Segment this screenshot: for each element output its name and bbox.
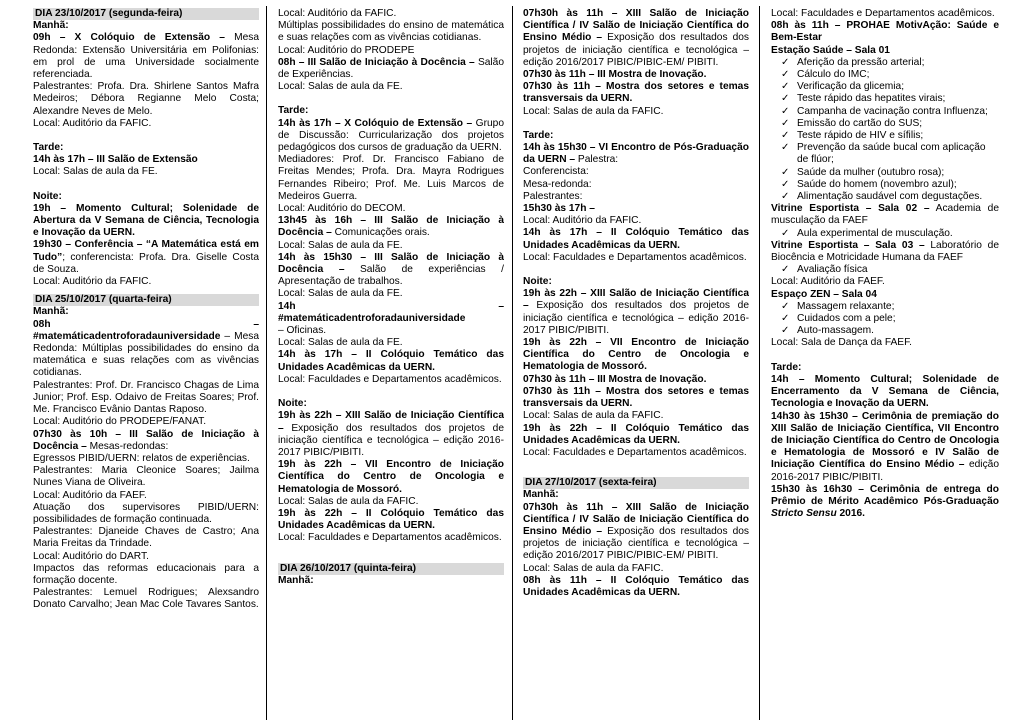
checklist-item: ✓ Saúde do homem (novembro azul);: [781, 179, 999, 191]
period-label: Noite:: [523, 276, 552, 288]
period-label: Manhã:: [33, 306, 69, 318]
event-location: Local: Auditório da FAEF.: [33, 489, 147, 501]
checklist-sala03: [771, 264, 999, 276]
checklist-item: ✓ Avaliação física: [781, 264, 999, 276]
checklist-sala02: [771, 228, 999, 240]
text-line: Mesa-redonda:: [523, 178, 592, 190]
event-item: 13h45 às 16h – III Salão de Iniciação à Docência – Comunicações orais.: [278, 215, 504, 239]
speakers: Palestrantes: Djaneide Chaves de Castro; Ana Maria Freitas da Trindade.: [33, 526, 259, 550]
day-header: DIA 25/10/2017 (quarta-feira): [33, 294, 259, 306]
column-divider: [759, 6, 760, 720]
event-item: 14h às 15h30 – VI Encontro de Pós-Graduação da UERN – Palestra:: [523, 142, 749, 166]
event-item: #matemáticadentroforadauniversidade – Mesa Redonda: Múltiplas possibilidades do ensino da matemática e suas relações com as vivências cotidianas.: [33, 330, 259, 379]
checklist-item: ✓ Aferição da pressão arterial;: [781, 57, 999, 69]
checklist-sala04: [771, 301, 999, 338]
event-location: Local: Salas de aula da FAFIC.: [523, 105, 664, 117]
event-item: 14h30 às 15h30 – Cerimônia de premiação do XIII Salão de Iniciação Científica, VII Encontro de Iniciação Científica do Centro de Oncologia e Hematologia de Mossoró e IV Salão de Iniciação Científica do Ensino Médio – edição 2016-2017 PIBIC/PIBITI.: [771, 410, 999, 483]
checklist-item: ✓ Cuidados com a pele;: [781, 313, 999, 325]
event-item: 08h às 11h – II Colóquio Temático das Unidades Acadêmicas da UERN.: [523, 574, 749, 598]
event-location: Local: Salas de aula da FE.: [278, 288, 403, 300]
text-line: Egressos PIBID/UERN: relatos de experiências.: [33, 452, 250, 464]
event-item: 07h30 às 11h – III Mostra de Inovação.: [523, 69, 707, 81]
event-item: 19h às 22h – II Colóquio Temático das Unidades Acadêmicas da UERN.: [278, 507, 504, 532]
column-divider: [512, 6, 513, 720]
event-item: 07h30 às 10h – III Salão de Iniciação à Docência – Mesas-redondas:: [33, 428, 259, 452]
event-location: Local: Faculdades e Departamentos acadêmicos.: [523, 446, 747, 458]
day-header: DIA 23/10/2017 (segunda-feira): [33, 8, 259, 20]
event-location: Local: Faculdades e Departamentos acadêmicos.: [278, 373, 502, 385]
event-item: 19h – Momento Cultural; Solenidade de Abertura da V Semana de Ciência, Tecnologia e Inovação da UERN.: [33, 202, 259, 239]
event-item: 14h às 17h – III Salão de Extensão: [33, 154, 198, 166]
checklist-item: ✓ Teste rápido das hepatites virais;: [781, 93, 999, 105]
speakers: Palestrantes: Profa. Dra. Shirlene Santos Mafra Medeiros; Débora Regianne Melo Costa; Alexandre Neves de Melo.: [33, 81, 259, 117]
speakers: Palestrantes: Prof. Dr. Francisco Chagas de Lima Junior; Prof. Esp. Odaivo de Freitas Soares; Prof. Me. Francisco Evânio Dantas Raposo.: [33, 379, 259, 416]
text-line: Impactos das reformas educacionais para a formação docente.: [33, 562, 259, 586]
column-4: [771, 8, 999, 720]
event-item: 14h –: [278, 300, 504, 312]
column-2: [278, 8, 504, 720]
column-3: [523, 8, 749, 720]
event-location: Local: Auditório do PRODEPE: [278, 44, 415, 56]
event-item: 19h às 22h – XIII Salão de Iniciação Científica – Exposição dos resultados dos projetos de iniciação científica e tecnológica – edição 2016-2017 PIBIC/PIBITI.: [278, 410, 504, 458]
event-location: Local: Auditório da FAFIC.: [33, 117, 152, 129]
period-label: Tarde:: [523, 129, 554, 141]
event-item: 19h às 22h – XIII Salão de Iniciação Científica – Exposição dos resultados dos projetos de iniciação científica e tecnológica – edição 2016-2017 PIBIC/PIBITI.: [523, 288, 749, 336]
event-item: 15h30 às 16h30 – Cerimônia de entrega do Prêmio de Mérito Acadêmico Pós-Graduação Stricto Sensu 2016.: [771, 483, 999, 520]
event-location: Local: Auditório do DART.: [33, 550, 149, 562]
checklist-item: ✓ Saúde da mulher (outubro rosa);: [781, 167, 999, 179]
checklist-saude: [771, 57, 999, 203]
event-item: Vitrine Esportista – Sala 02 – Academia de musculação da FAEF: [771, 203, 999, 227]
event-location: Local: Salas de aula da FAFIC.: [523, 410, 664, 422]
event-location: Local: Salas de aula da FAFIC.: [523, 562, 664, 574]
checklist-item: ✓ Teste rápido de HIV e sífilis;: [781, 130, 999, 142]
speakers: Palestrantes: Lemuel Rodrigues; Alexsandro Donato Carvalho; Jean Mac Cole Tavares Santos.: [33, 587, 259, 611]
section-label: Estação Saúde – Sala 01: [771, 44, 890, 56]
checklist-item: ✓ Massagem relaxante;: [781, 301, 999, 313]
text-line: – Oficinas.: [278, 325, 327, 337]
event-item: 07h30 às 11h – Mostra dos setores e temas transversais da UERN.: [523, 385, 749, 410]
checklist-item: ✓ Emissão do cartão do SUS;: [781, 118, 999, 130]
event-item: 19h às 22h – VII Encontro de Iniciação Científica do Centro de Oncologia e Hematologia de Mossoró.: [523, 337, 749, 373]
event-item: 14h às 15h30 – III Salão de Iniciação à Docência – Salão de experiências / Apresentação de trabalhos.: [278, 251, 504, 288]
checklist-item: ✓ Alimentação saudável com degustações.: [781, 191, 999, 203]
event-item: 19h30 – Conferência – “A Matemática está em Tudo”; conferencista: Profa. Dra. Giselle Costa de Souza.: [33, 239, 259, 275]
event-location: Local: Salas de aula da FE.: [278, 337, 403, 349]
column-divider: [266, 6, 267, 720]
event-item: 07h30 às 11h – III Mostra de Inovação.: [523, 373, 707, 385]
day-header: DIA 26/10/2017 (quinta-feira): [278, 563, 504, 575]
checklist-item: ✓ Prevenção da saúde bucal com aplicação de flúor;: [781, 142, 999, 166]
text-line: Palestrantes:: [523, 190, 583, 202]
event-item: 08h –: [33, 318, 259, 330]
mediators: Mediadores: Prof. Dr. Francisco Fabiano de Freitas Mendes; Profa. Dra. Mayra Rodrigues Fernandes Ribeiro; Prof. Me. Luis Marcos de Medeiros Guerra.: [278, 154, 504, 202]
day-header: DIA 27/10/2017 (sexta-feira): [523, 477, 749, 489]
checklist-item: ✓ Auto-massagem.: [781, 325, 999, 337]
period-label: Noite:: [278, 398, 307, 410]
event-location: Local: Faculdades e Departamentos acadêmicos.: [278, 532, 502, 544]
checklist-item: ✓ Campanha de vacinação contra Influenza;: [781, 106, 999, 118]
event-location: Local: Faculdades e Departamentos acadêmicos.: [523, 251, 747, 263]
event-location: Local: Salas de aula da FE.: [278, 239, 403, 251]
period-label: Manhã:: [33, 20, 69, 32]
event-location: Local: Auditório da FAFIC.: [33, 276, 152, 288]
checklist-item: ✓ Aula experimental de musculação.: [781, 228, 999, 240]
period-label: Noite:: [33, 190, 62, 202]
event-location: Local: Auditório da FAEF.: [771, 276, 885, 288]
period-label: Tarde:: [771, 361, 802, 373]
period-label: Tarde:: [278, 105, 309, 117]
text-line: Múltiplas possibilidades do ensino de matemática e suas relações com as vivências cotidianas.: [278, 20, 504, 44]
column-1: [33, 8, 259, 720]
event-item: 19h às 22h – VII Encontro de Iniciação Científica do Centro de Oncologia e Hematologia de Mossoró.: [278, 459, 504, 495]
event-item: 14h às 17h – II Colóquio Temático das Unidades Acadêmicas da UERN.: [523, 227, 749, 251]
event-item: 14h às 17h – II Colóquio Temático das Unidades Acadêmicas da UERN.: [278, 349, 504, 373]
event-item: 09h – X Colóquio de Extensão – Mesa Redonda: Extensão Universitária em Polifonias: em prol de uma Universidade socialmente referenciada.: [33, 32, 259, 81]
checklist-item: ✓ Verificação da glicemia;: [781, 81, 999, 93]
checklist-item: ✓ Cálculo do IMC;: [781, 69, 999, 81]
event-item: 15h30 às 17h –: [523, 203, 595, 215]
event-location: Local: Auditório do DECOM.: [278, 203, 406, 215]
event-item: 14h – Momento Cultural; Solenidade de Encerramento da V Semana de Ciência, Tecnologia e Inovação da UERN.: [771, 373, 999, 410]
event-location: Local: Salas de aula da FE.: [278, 81, 403, 93]
section-label: Espaço ZEN – Sala 04: [771, 288, 877, 300]
event-item: 07h30h às 11h – XIII Salão de Iniciação Científica / IV Salão de Iniciação Científica do Ensino Médio – Exposição dos resultados dos projetos de iniciação científica e tecnológica – edição 2016/2017 PIBIC/PIBIC-EM/ PIBITI.: [523, 501, 749, 562]
text-line: Conferencista:: [523, 166, 589, 178]
event-item: Vitrine Esportista – Sala 03 – Laboratório de Biocência e Motricidade Humana da FAEF: [771, 239, 999, 264]
event-location: Local: Auditório da FAFIC.: [278, 8, 397, 19]
event-location: Local: Auditório da FAFIC.: [523, 215, 642, 227]
event-item: 19h às 22h – II Colóquio Temático das Unidades Acadêmicas da UERN.: [523, 422, 749, 446]
event-item: 08h às 11h – PROHAE MotivAção: Saúde e Bem-Estar: [771, 20, 999, 44]
period-label: Manhã:: [523, 489, 559, 501]
period-label: Manhã:: [278, 574, 314, 586]
text-line: Atuação dos supervisores PIBID/UERN: possibilidades de formação continuada.: [33, 501, 259, 525]
event-item: 08h – III Salão de Iniciação à Docência – Salão de Experiências.: [278, 56, 504, 81]
event-location: Local: Salas de aula da FE.: [33, 166, 158, 178]
event-item: #matemáticadentroforadauniversidade: [278, 312, 466, 324]
event-item: 14h às 17h – X Colóquio de Extensão – Grupo de Discussão: Curricularização dos projetos pedagógicos dos cursos de graduação da UERN.: [278, 117, 504, 154]
event-location: Local: Auditório do PRODEPE/FANAT.: [33, 416, 207, 428]
speakers: Palestrantes: Maria Cleonice Soares; Jailma Nunes Viana de Oliveira.: [33, 465, 259, 489]
event-item: 07h30h às 11h – XIII Salão de Iniciação Científica / IV Salão de Iniciação Científica do Ensino Médio – Exposição dos resultados dos projetos de iniciação científica e tecnológica – edição 2016/2017 PIBIC/PIBIC-EM/ PIBITI.: [523, 8, 749, 68]
event-location: Local: Sala de Dança da FAEF.: [771, 337, 913, 349]
event-item: 07h30 às 11h – Mostra dos setores e temas transversais da UERN.: [523, 81, 749, 105]
event-location: Local: Salas de aula da FAFIC.: [278, 495, 419, 507]
event-location: Local: Faculdades e Departamentos acadêmicos.: [771, 8, 995, 19]
period-label: Tarde:: [33, 142, 64, 154]
